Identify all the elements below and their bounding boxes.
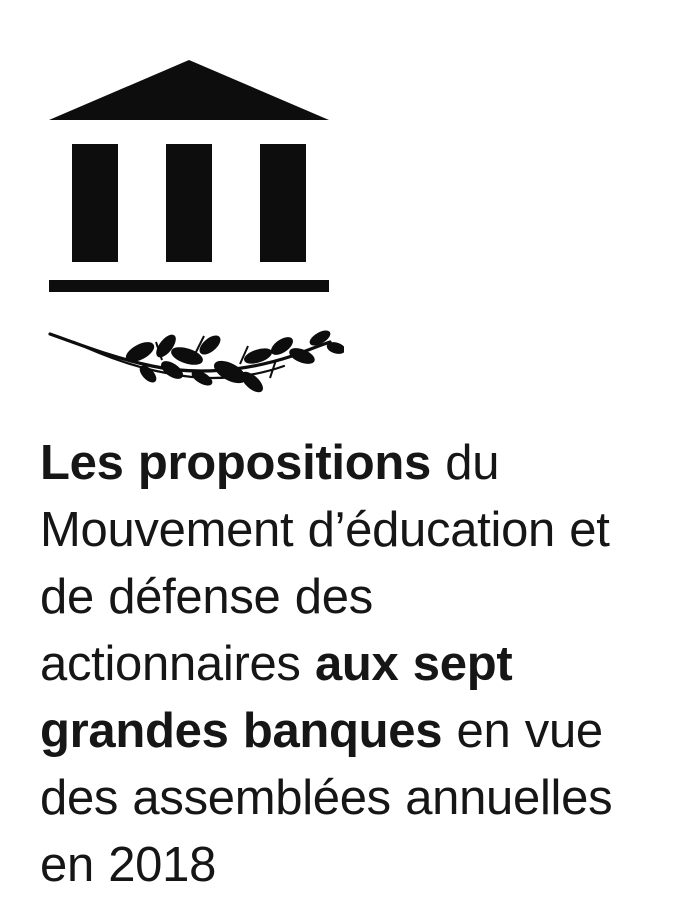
headline-segment-regular-1: du Mouvement d’éducation et de défense des actionnaires [40,436,610,691]
headline-segment-bold-2: aux sept grandes banques [40,637,513,758]
page-title [40,430,640,899]
headline-segment-regular-2: en vue des assemblées annuelles en 2018 [40,704,613,892]
bank-building-icon [44,52,334,292]
headline-segment-bold-1: Les propositions [40,436,446,490]
branch-ornament [44,312,344,402]
